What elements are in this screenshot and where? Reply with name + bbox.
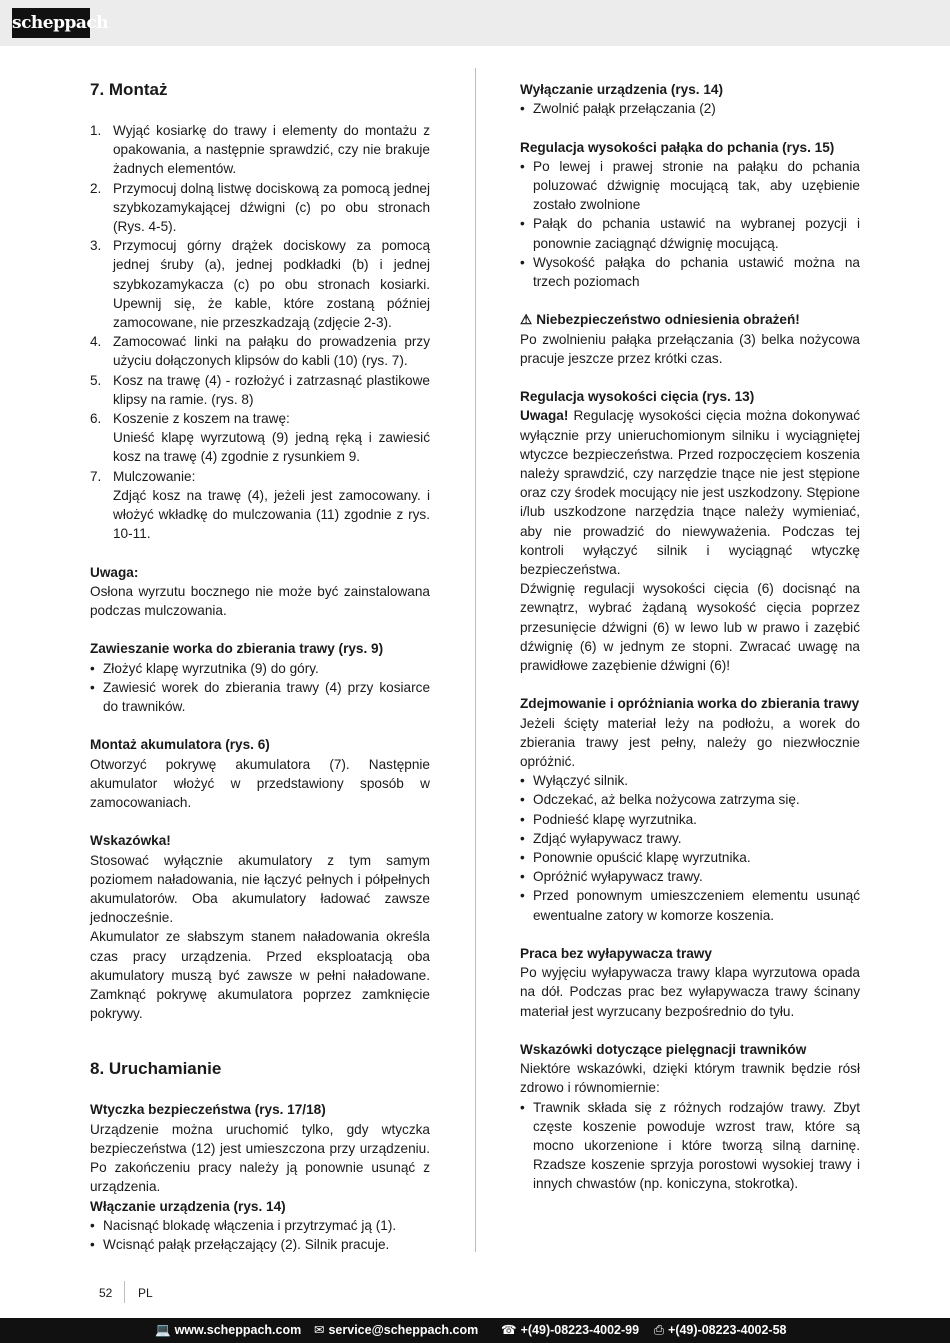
wtyczka-text: Urządzenie można uruchomić tylko, gdy wtyczka bezpieczeństwa (12) jest umieszczona przy urządzeniu. Po zakończeniu pracy należy ją ponownie usunąć z urządzenia. [90, 1121, 430, 1195]
email-contact[interactable] [314, 1318, 478, 1343]
regulacja-ciecia-text-2: Dźwignię regulacji wysokości cięcia (6) docisnąć na zewnątrz, wybrać żądaną wysokość cięcia poprzez przesunięcie dźwigni (6) w lewo lub w prawo i zazębić dźwignię (6) w jednym ze stopni. Zwracać uwagę na prawidłowe zazębienie dźwigni (6)! [520, 581, 860, 674]
step-number: 3. [90, 238, 102, 254]
zdejmowanie-list [520, 771, 860, 925]
list-item: • Podnieść klapę wyrzutnika. [520, 810, 860, 829]
uwaga-text: Osłona wyrzutu bocznego nie może być zainstalowana podczas mulczowania. [90, 583, 430, 619]
page-number: 52 [99, 1286, 113, 1300]
fax-number: +(49)-08223-4002-58 [668, 1323, 787, 1337]
list-item: • Zawiesić worek do zbierania trawy (4) przy kosiarce do trawników. [90, 678, 430, 716]
danger-text: Po zwolnieniu pałąka przełączania (3) belka nożycowa pracuje jeszcze przez krótki czas. [520, 331, 860, 366]
akumulator-text: Otworzyć pokrywę akumulatora (7). Następnie akumulator włożyć w przedstawiony sposób w zamocowaniach. [90, 756, 430, 811]
step-text: Zamocować linki na pałąku do prowadzenia przy użyciu dołączonych klipsów do kabli (10) (rys. 7). [113, 334, 430, 369]
step-number: 6. [90, 411, 102, 427]
assembly-step [90, 467, 430, 544]
regulacja-ciecia-body: Regulację wysokości cięcia można dokonywać wyłącznie przy unieruchomionym silniku i wyciągniętej wtyczce bezpieczeństwa. Przed rozpoczęciem koszenia należy sprawdzić, czy narzędzie tnące nie jest stępione oraz czy środek mocujący nie jest uszkodzony. Stępione i/lub uszkodzone narzędzia tnące należy wymieniać, aby nie prowadzić do niewyważenia. Podczas tej kontroli wyłączyć silnik i wyciągnąć wtyczkę bezpieczeństwa. [520, 408, 860, 578]
zdejmowanie-heading: Zdejmowanie i opróżniania worka do zbierania trawy [520, 696, 860, 712]
wlaczanie-heading: Włączanie urządzenia (rys. 14) [90, 1198, 286, 1214]
language-code: PL [138, 1286, 153, 1300]
step-text-continued: Zdjąć kosz na trawę (4), jeżeli jest zamocowany. i włożyć wkładkę do mulczowania (11) zgodnie z rys. 10-11. [113, 487, 430, 542]
assembly-step [90, 121, 430, 179]
assembly-step [90, 332, 430, 370]
fax-contact [654, 1318, 787, 1343]
wskazowka-text-2: Akumulator ze słabszym stanem naładowania określa czas pracy urządzenia. Przed eksploatacją oba akumulatory muszą być zawsze w pełni naładowane. Zamknąć pokrywę akumulatora poprzez zamknięcie pokrywy. [90, 929, 430, 1022]
regulacja-palaka-heading: Regulacja wysokości pałąka do pchania (rys. 15) [520, 139, 835, 155]
wskazowka-text-1: Stosować wyłącznie akumulatory z tym samym poziomem naładowania, nie łączyć pełnych i półpełnych akumulatorów. Oba akumulatory ładować zawsze jednocześnie. [90, 852, 430, 926]
zdejmowanie-text: Jeżeli ścięty materiał leży na podłożu, a worek do zbierania trawy jest pełny, należy go niezwłocznie opróżnić. [520, 715, 860, 770]
wylaczanie-heading: Wyłączanie urządzenia (rys. 14) [520, 82, 723, 97]
pielegnacja-heading: Wskazówki dotyczące pielęgnacji trawników [520, 1042, 807, 1058]
list-item: • Wysokość pałąka do pchania ustawić można na trzech poziomach [520, 253, 860, 291]
danger-title: Niebezpieczeństwo odniesienia obrażeń! [536, 312, 800, 328]
step-text: Mulczowanie: [113, 468, 196, 484]
section-title-montaz: 7. Montaż [90, 80, 168, 99]
list-item: • Opróżnić wyłapywacz trawy. [520, 867, 860, 886]
list-item: • Zwolnić pałąk przełączania (2) [520, 99, 860, 118]
step-text: Kosz na trawę (4) - rozłożyć i zatrzasnąć plastikowe klipsy na ramie. (rys. 8) [113, 372, 430, 407]
footer-separator [124, 1281, 125, 1303]
list-item: • Zdjąć wyłapywacz trawy. [520, 829, 860, 848]
fax-icon: ⎙ [654, 1323, 665, 1337]
worek-heading: Zawieszanie worka do zbierania trawy (rys. 9) [90, 641, 384, 657]
warning-triangle-icon: ⚠ [520, 312, 533, 328]
step-number: 7. [90, 468, 102, 484]
list-item: • Złożyć klapę wyrzutnika (9) do góry. [90, 659, 430, 678]
assembly-step [90, 236, 430, 332]
phone-number: +(49)-08223-4002-99 [520, 1323, 640, 1337]
list-item: • Trawnik składa się z różnych rodzajów trawy. Zbyt częste koszenie powoduje wzrost traw, które są mocno ukorzenione i które tworzą silną darninę. Rzadsze koszenie sprzyja porostowi wysokiej trawy i innych chwastów (np. koniczyna, stokrotka). [520, 1098, 860, 1194]
list-item: • Nacisnąć blokadę włączenia i przytrzymać ją (1). [90, 1216, 430, 1235]
header-bar [0, 0, 950, 46]
danger-heading [520, 310, 860, 329]
email-link[interactable]: service@scheppach.com [328, 1323, 479, 1337]
regulacja-ciecia-heading: Regulacja wysokości cięcia (rys. 13) [520, 389, 755, 405]
left-column [90, 80, 430, 1254]
list-item: • Po lewej i prawej stronie na pałąku do pchania poluzować dźwignię mocującą tak, aby uzębienie zostało zwolnione [520, 157, 860, 215]
list-item: • Odczekać, aż belka nożycowa zatrzyma się. [520, 790, 860, 809]
step-number: 2. [90, 180, 102, 196]
regulacja-palaka-list [520, 157, 860, 291]
praca-heading: Praca bez wyłapywacza trawy [520, 946, 712, 962]
right-column [520, 80, 860, 1194]
contact-bar [0, 1318, 950, 1343]
envelope-icon: ✉ [314, 1323, 325, 1337]
praca-text: Po wyjęciu wyłapywacza trawy klapa wyrzutowa opada na dół. Podczas prac bez wyłapywacza trawy ścinany materiał jest wyrzucany bezpośrednio do tyłu. [520, 965, 860, 1019]
list-item: • Wyłączyć silnik. [520, 771, 860, 790]
pielegnacja-text: Niektóre wskazówki, dzięki którym trawnik będzie rósł zdrowo i równomiernie: [520, 1061, 860, 1096]
assembly-step [90, 179, 430, 237]
step-number: 1. [90, 123, 102, 138]
column-divider [475, 68, 476, 1252]
computer-icon: 💻 [155, 1323, 171, 1337]
worek-list [90, 659, 430, 717]
phone-contact [501, 1318, 639, 1343]
wylaczanie-list [520, 99, 860, 118]
step-number: 4. [90, 334, 102, 350]
step-text-continued: Unieść klapę wyrzutową (9) jedną ręką i zawiesić kosz na trawę (4) zgodnie z rysunkiem 9. [113, 430, 430, 465]
wskazowka-heading: Wskazówka! [90, 833, 171, 849]
pielegnacja-list [520, 1098, 860, 1194]
step-text: Przymocuj górny drążek dociskowy za pomocą jednej śruby (a), jednej podkładki (b) i jednej szybkozamykacza (c) po obu stronach kosiarki. Upewnij się, że kable, które zostaną później zamocowane, nie przeszkadzają (zdjęcie 2-3). [113, 238, 430, 331]
list-item: • Pałąk do pchania ustawić na wybranej pozycji i ponownie zaciągnąć dźwignię mocującą. [520, 214, 860, 252]
wtyczka-heading: Wtyczka bezpieczeństwa (rys. 17/18) [90, 1102, 326, 1118]
assembly-step [90, 409, 430, 467]
list-item: • Przed ponownym umieszczeniem elementu usunąć ewentualne zatory w komorze koszenia. [520, 886, 860, 924]
assembly-steps [90, 121, 430, 543]
assembly-step [90, 371, 430, 409]
step-number: 5. [90, 372, 102, 388]
list-item: • Ponownie opuścić klapę wyrzutnika. [520, 848, 860, 867]
step-text: Wyjąć kosiarkę do trawy i elementy do montażu z opakowania, a następnie sprawdzić, czy nie brakuje żadnych elementów. [113, 123, 430, 177]
phone-icon: ☎ [501, 1323, 517, 1337]
step-text: Koszenie z koszem na trawę: [113, 411, 290, 427]
wlaczanie-list [90, 1216, 430, 1254]
scheppach-logo: scheppach [12, 8, 90, 38]
uwaga-lead: Uwaga! [520, 408, 569, 424]
section-title-uruchamianie: 8. Uruchamianie [90, 1059, 222, 1079]
website-link[interactable]: www.scheppach.com [174, 1323, 302, 1337]
step-text: Przymocuj dolną listwę dociskową za pomocą jednej szybkozamykającej dźwigni (c) po obu stronach (Rys. 4-5). [113, 180, 430, 235]
list-item: • Wcisnąć pałąk przełączający (2). Silnik pracuje. [90, 1235, 430, 1254]
uwaga-heading: Uwaga: [90, 564, 139, 580]
website-contact[interactable] [155, 1318, 301, 1343]
akumulator-heading: Montaż akumulatora (rys. 6) [90, 737, 270, 753]
regulacja-ciecia-text-1 [520, 406, 860, 579]
